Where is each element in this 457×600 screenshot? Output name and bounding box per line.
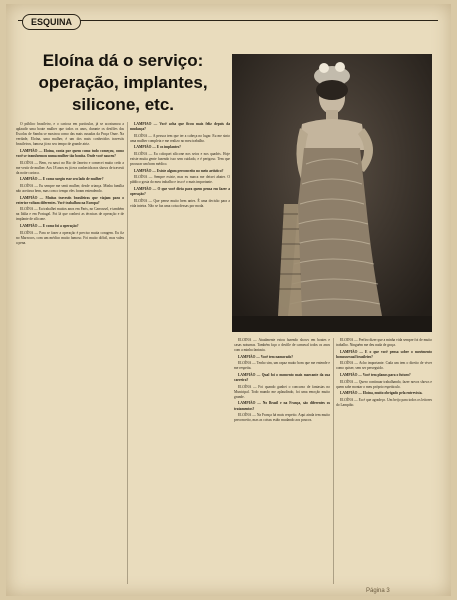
paragraph: ELOÍNA — Quero continuar trabalhando, fazer novos shows e quem sabe montar o meu próprio espetáculo. — [336, 379, 432, 389]
paragraph: ELOÍNA — Que pense muito bem antes. É uma decisão para a vida inteira. Não se faz uma coisa dessas por moda. — [130, 198, 230, 208]
paragraph: LAMPIÃO — Muitas travestis brasileiras que viajam para o exterior voltam diferentes. Você trabalhou na Europa? — [16, 195, 124, 205]
headline-line-1: Eloína dá o serviço: — [42, 51, 204, 70]
section-label: ESQUINA — [22, 14, 81, 30]
paragraph: LAMPIÃO — E o que você pensa sobre o movimento homossexual brasileiro? — [336, 349, 432, 359]
paragraph: ELOÍNA — Tenho sim, um rapaz muito bom que me entende e me respeita. — [234, 361, 330, 371]
paragraph: ELOÍNA — Eu coloquei silicone nos seios e nos quadris. Hoje existe muita gente fazendo isso sem cuidado, e é perigoso. Tem que procurar um bom médico. — [130, 152, 230, 167]
paragraph: O público brasileiro, e o carioca em particular, já se acostumou a aplaudir uma boate mulher que todos os anos, durante os desfiles das Escolas de Samba se mostrou como das mais ousadas da Praça Onze. Na verdade, Eloína, uma mulher, é um dos mais conhecidos travestis brasileiros, famosa já no seu tempo de grande atriz. — [16, 122, 124, 147]
paragraph: LAMPIÃO — Você tem namorado? — [238, 354, 294, 359]
column-divider — [127, 122, 128, 584]
paragraph: LAMPIÃO — Eloína, muito obrigado pela entrevista. — [340, 391, 423, 396]
portrait-photo — [232, 54, 432, 332]
headline-line-3: silicone, etc. — [71, 95, 175, 114]
column-divider — [333, 338, 334, 584]
newspaper-page — [6, 4, 451, 596]
article-column-3 — [234, 338, 330, 588]
paragraph: ELOÍNA — Atualmente estou fazendo shows em boates e casas noturnas. Também faço o desfile de carnaval todos os anos com a minha fantasia. — [234, 338, 330, 353]
paragraph: LAMPIÃO — E como surgiu esse seu lado de mulher? — [20, 177, 104, 182]
paragraph: LAMPIÃO — Você tem planos para o futuro? — [340, 373, 411, 378]
paragraph: LAMPIÃO — E como foi a operação? — [20, 224, 79, 228]
paragraph: ELOÍNA — Prefiro dizer que a minha vida sempre foi de muito trabalho. Ninguém me deu nada de graça. — [336, 338, 432, 348]
portrait-illustration — [232, 54, 432, 332]
paragraph: ELOÍNA — Eu sempre me senti mulher, desde criança. Minha família não aceitava bem, mas com o tempo eles foram entendendo. — [16, 183, 124, 193]
paragraph: ELOÍNA — Eu é que agradeço. Um beijo para todos os leitores do Lampião. — [336, 398, 432, 408]
paragraph: ELOÍNA — A pessoa tem que ter a cabeça no lugar. Eu me sinto uma mulher completa e me realizo no meu trabalho. — [130, 133, 230, 143]
header-rule — [18, 20, 438, 21]
paragraph: LAMPIÃO — Eloína, conta por quem como tudo começou, como você se transformou numa mulher tão bonita. Onde você nasceu? — [16, 148, 124, 158]
paragraph: LAMPIÃO — Qual foi o momento mais marcante da sua carreira? — [234, 373, 330, 383]
paragraph: LAMPIÃO — Você acha que ficou mais feliz depois da mudança? — [130, 122, 230, 132]
paragraph: LAMPIÃO — E os implantes? — [134, 145, 181, 150]
headline-line-2: operação, implantes, — [38, 73, 208, 92]
paragraph: ELOÍNA — Acho importante. Cada um tem o direito de viver como quiser, sem ser perseguido. — [336, 361, 432, 371]
paragraph: ELOÍNA — Sempre existe, mas eu nunca me deixei abater. O público gosta do meu trabalho e isso é o mais importante. — [130, 175, 230, 185]
article-column-1 — [16, 122, 124, 590]
paragraph: ELOÍNA — Bem, eu nasci no Rio de Janeiro e comecei muito cedo a me vestir de mulher. Aos 18 anos eu já era conhecida nos shows de travesti da noite carioca. — [16, 160, 124, 175]
paragraph: LAMPIÃO — O que você diria para quem pensa em fazer a operação? — [130, 187, 230, 197]
paragraph: ELOÍNA — Foi quando ganhei o concurso de fantasias no Municipal. Todo mundo me aplaudindo, foi uma emoção muito grande. — [234, 384, 330, 399]
paragraph: LAMPIÃO — No Brasil e na França, são diferentes os tratamentos? — [234, 401, 330, 411]
section-header — [18, 14, 438, 28]
paragraph: LAMPIÃO — Existe algum preconceito no meio artístico? — [134, 168, 224, 173]
paragraph: ELOÍNA — Para se fazer a operação é preciso muita coragem. Eu fiz no Marrocos, com um médico muito famoso. Foi muito difícil, mas valeu a pena. — [16, 230, 124, 245]
article-column-4 — [336, 338, 432, 584]
paragraph: ELOÍNA — Na França há mais respeito. Aqui ainda tem muito preconceito, mas as coisas estão mudando aos poucos. — [234, 413, 330, 423]
article-column-2 — [130, 122, 230, 590]
page-number: Página 3 — [366, 588, 390, 594]
headline — [28, 50, 218, 116]
paragraph: ELOÍNA — Eu trabalhei muitos anos em Paris, no Carrousel, e também na Itália e em Portugal. Foi lá que conheci as técnicas de operação e de implante de silicone. — [16, 207, 124, 222]
